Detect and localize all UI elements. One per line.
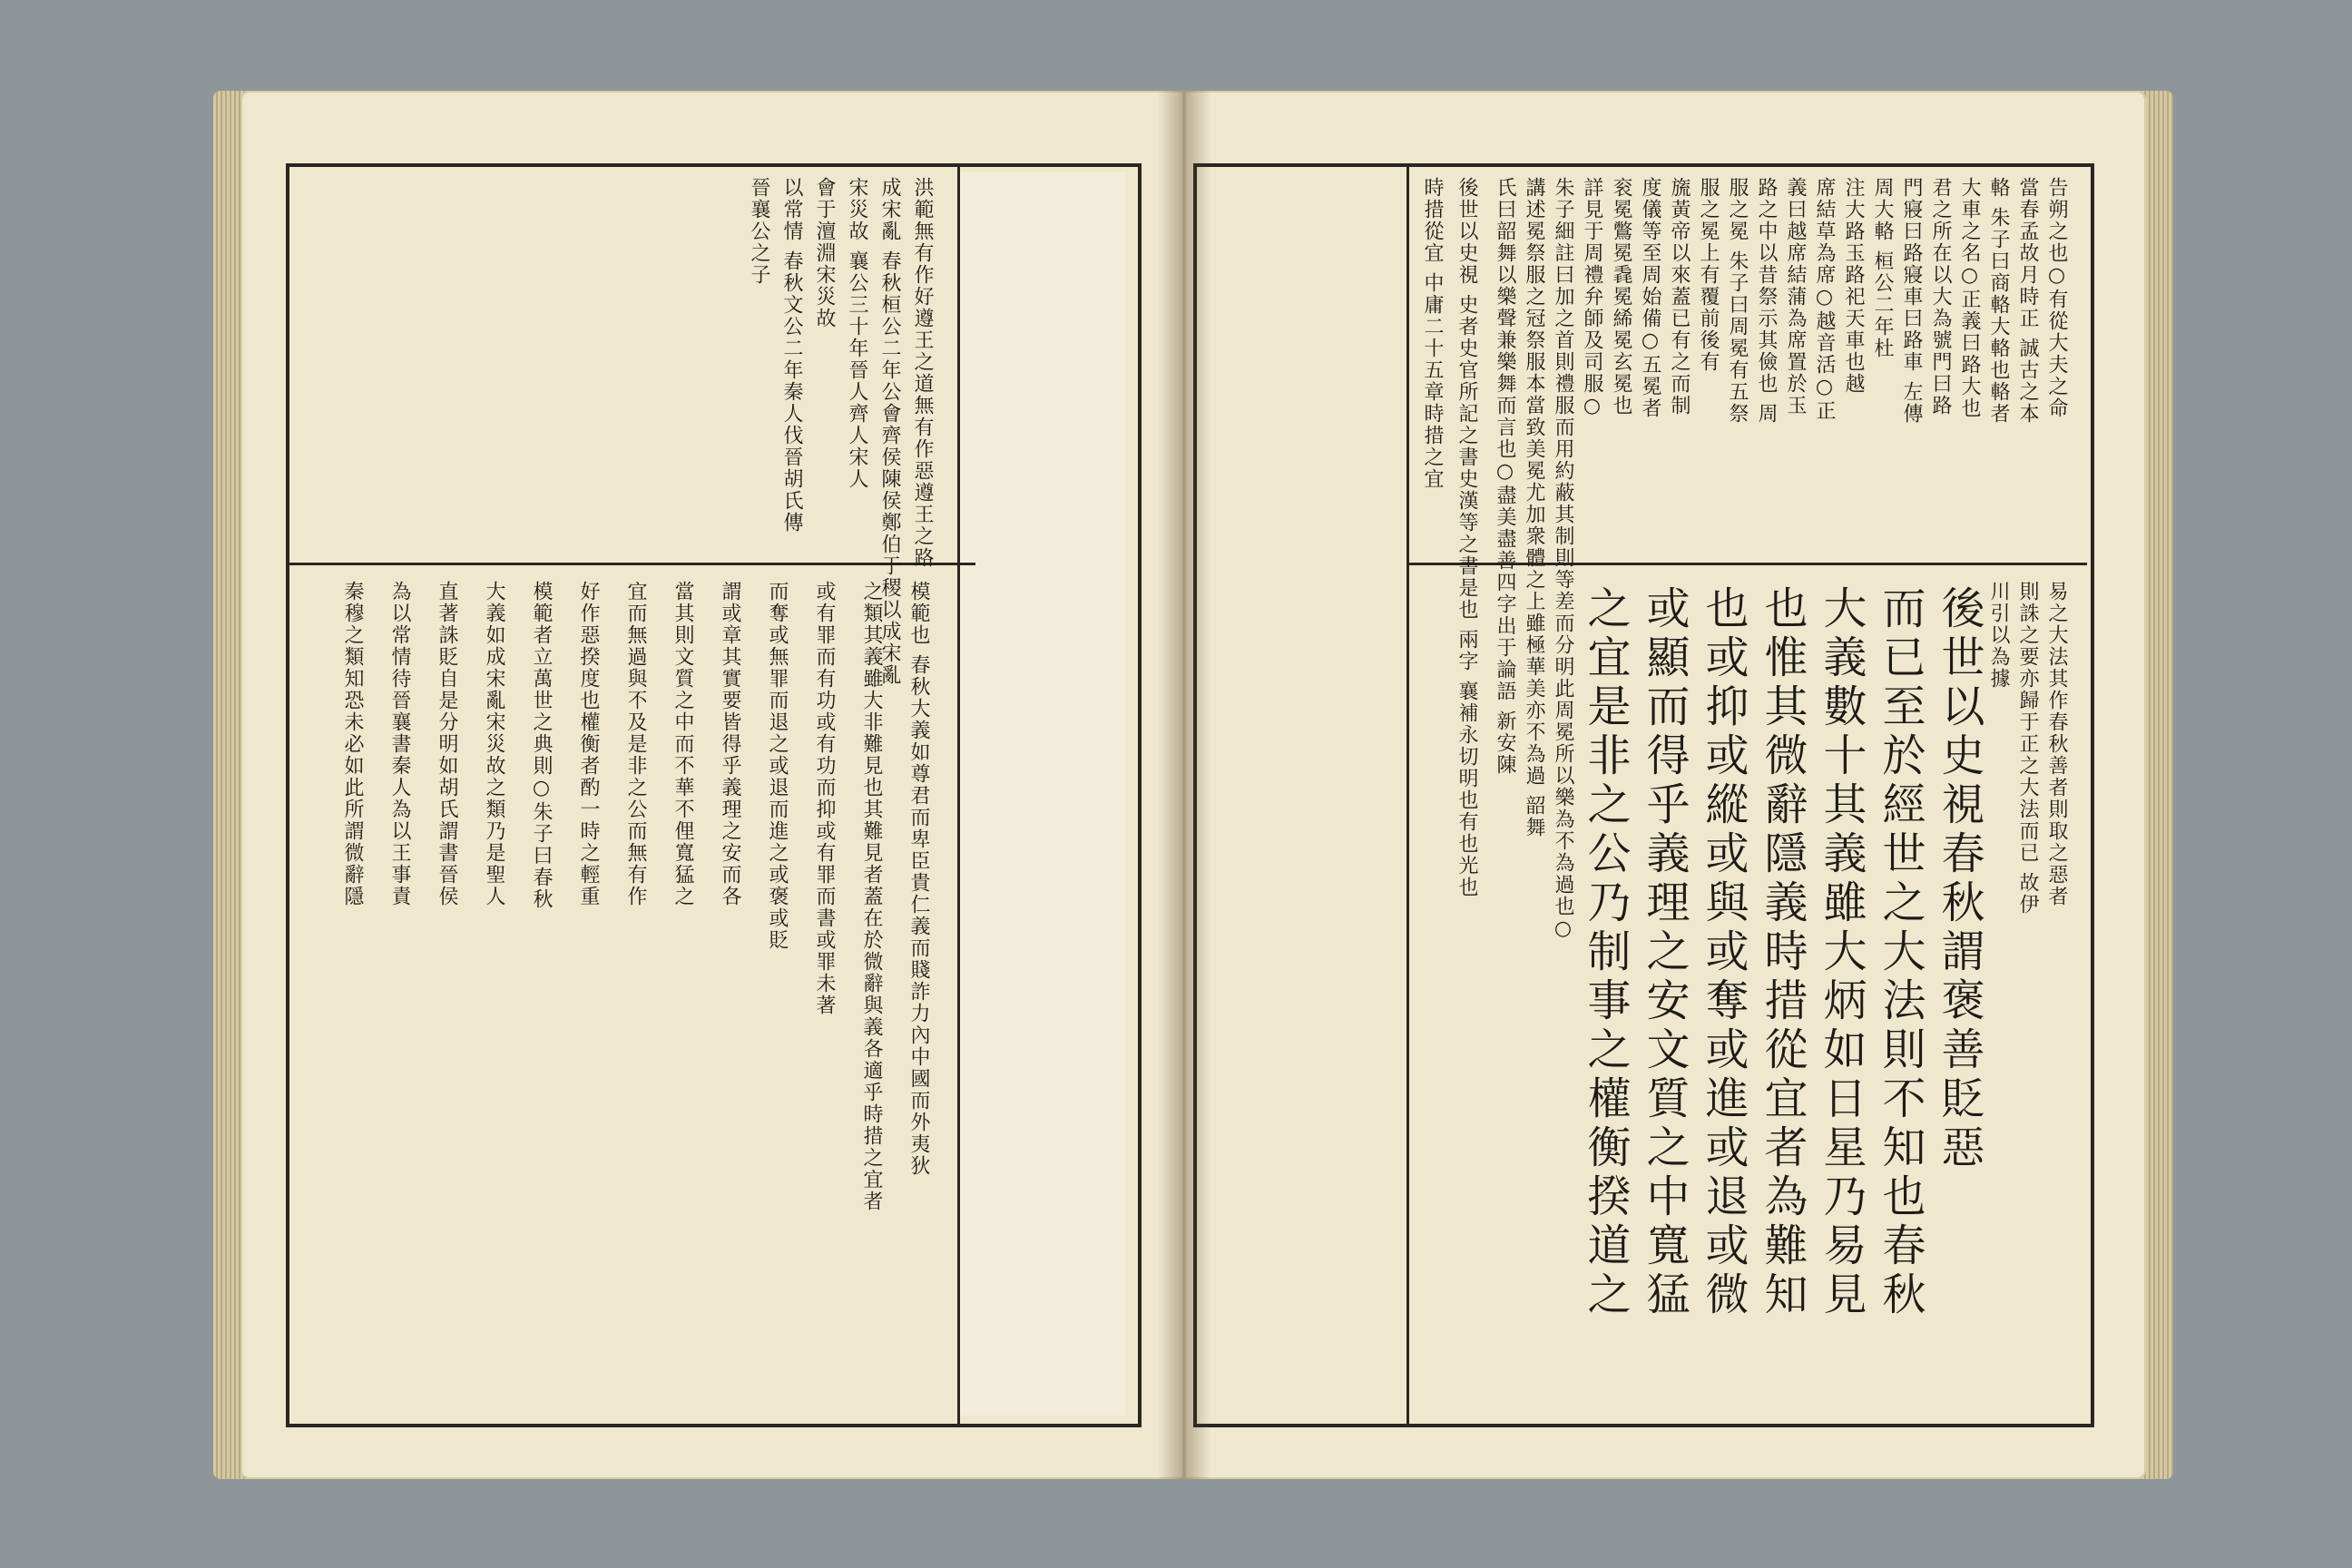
left-bottom-col-11: 直著誅貶自是分明如胡氏謂書晉侯 bbox=[436, 581, 458, 907]
right-top-col-6: 門寢曰路寢車曰路車 左傳 bbox=[1900, 177, 1923, 425]
left-page-blank-strip bbox=[957, 172, 1125, 1416]
right-top-col-8: 注大路玉路祀天車也越 bbox=[1842, 177, 1865, 395]
left-top-col-2: 成宋亂 春秋桓公二年公會齊侯陳侯鄭伯于稷以成宋亂 bbox=[878, 177, 901, 686]
left-top-col-4: 會于澶淵宋災故 bbox=[813, 177, 836, 329]
right-top-col-18: 朱子細註曰加之首則禮服而用約蔽其制則等差而分明此周冕所以樂為不為過也○ bbox=[1552, 177, 1574, 942]
left-bottom-col-12: 為以常情待晉襄書秦人為以王事責 bbox=[388, 581, 411, 907]
right-top-col-11: 路之中以昔祭示其儉也 周 bbox=[1755, 177, 1778, 425]
right-bottom-col-5: 而已至於經世之大法則不知也春秋 bbox=[1875, 585, 1926, 1320]
left-top-col-6: 晉襄公之子 bbox=[748, 177, 770, 286]
left-top-col-5: 以常情 春秋文公二年秦人伐晉胡氏傳 bbox=[780, 177, 803, 534]
right-top-col-17: 詳見于周禮弁師及司服○ bbox=[1581, 177, 1603, 419]
right-top-col-13: 服之冕上有覆前後有 bbox=[1697, 177, 1720, 373]
right-bottom-col-1: 易之大法其作春秋善者則取之惡者 bbox=[2045, 581, 2068, 907]
left-top-col-3: 宋災故 襄公三十年晉人齊人宋人 bbox=[846, 177, 868, 490]
left-bottom-col-10: 大義如成宋亂宋災故之類乃是聖人 bbox=[483, 581, 505, 907]
right-top-col-20: 氏曰韶舞以樂聲兼樂舞而言也○盡美盡善四字出于論語 新安陳 bbox=[1494, 177, 1516, 776]
right-top-col-19: 講述冕祭服之冠祭服本當致美冕尤加衆體之上雖極華美亦不為過 韶舞 bbox=[1523, 177, 1545, 838]
right-bottom-col-2: 則誅之要亦歸于正之大法而已 故伊 bbox=[2016, 581, 2039, 916]
left-bottom-col-5: 謂或章其實要皆得乎義理之安而各 bbox=[719, 581, 741, 907]
right-top-col-5: 君之所在以大為號門曰路 bbox=[1929, 177, 1952, 416]
right-inner-rule bbox=[1406, 163, 1409, 1425]
right-top-col-12: 服之冕 朱子曰周冕有五祭 bbox=[1726, 177, 1749, 425]
right-bottom-col-10: 之宜是非之公乃制事之權衡揆道之 bbox=[1580, 585, 1631, 1320]
left-bottom-col-6: 當其則文質之中而不華不俚寬猛之 bbox=[671, 581, 694, 907]
left-bottom-col-13: 秦穆之類知恐未必如此所謂微辭隱 bbox=[341, 581, 364, 907]
right-top-col-16: 衮冕鷩冕毳冕絺冕玄冕也 bbox=[1610, 177, 1632, 416]
right-bottom-col-3: 川引以為據 bbox=[1987, 581, 2010, 690]
right-page bbox=[1184, 91, 2146, 1479]
right-top-col-22: 時措從宜 中庸二十五章時措之宜 bbox=[1421, 177, 1444, 490]
right-top-col-2: 當春孟故月時正 誠古之本 bbox=[2016, 177, 2039, 425]
right-top-col-7: 周大輅 桓公二年杜 bbox=[1871, 177, 1894, 359]
right-top-col-14: 旒黃帝以來蓋已有之而制 bbox=[1668, 177, 1690, 416]
right-top-col-15: 度儀等至周始備○五冕者 bbox=[1639, 177, 1661, 419]
right-bottom-col-6: 大義數十其義雖大炳如日星乃易見 bbox=[1816, 585, 1867, 1320]
right-bottom-col-7: 也惟其微辭隱義時措從宜者為難知 bbox=[1757, 585, 1808, 1320]
right-bottom-col-4: 後世以史視春秋謂褒善貶惡 bbox=[1934, 585, 1984, 1173]
left-bottom-col-7: 宜而無過與不及是非之公而無有作 bbox=[624, 581, 647, 907]
right-top-col-21: 後世以史視 史者史官所記之書史漢等之書是也 兩字 襄補永切明也有也光也 bbox=[1455, 177, 1478, 898]
left-bottom-col-8: 好作惡揆度也權衡者酌一時之輕重 bbox=[577, 581, 600, 907]
right-top-col-9: 席結草為席○越音活○正 bbox=[1813, 177, 1836, 422]
left-bottom-col-9: 模範者立萬世之典則○朱子曰春秋 bbox=[530, 581, 553, 910]
left-section-divider bbox=[286, 563, 975, 565]
open-book bbox=[240, 91, 2146, 1479]
right-bottom-col-8: 也或抑或縱或與或奪或進或退或微 bbox=[1698, 585, 1749, 1320]
right-top-col-10: 義曰越席結蒲為席置於玉 bbox=[1784, 177, 1807, 416]
left-page bbox=[240, 91, 1184, 1479]
left-bottom-col-4: 而奪或無罪而退之或退而進之或褒或貶 bbox=[766, 581, 789, 951]
right-top-col-4: 大車之名○正義曰路大也 bbox=[1958, 177, 1981, 419]
right-top-col-1: 告朔之也○有從大夫之命 bbox=[2045, 177, 2068, 419]
right-top-col-3: 輅 朱子曰商輅大輅也輅者 bbox=[1987, 177, 2010, 425]
left-margin-rule bbox=[957, 163, 960, 1425]
left-top-col-1: 洪範無有作好遵王之道無有作惡遵王之路 bbox=[911, 177, 934, 569]
book-gutter bbox=[1157, 91, 1211, 1479]
left-bottom-col-2: 之類其義雖大非難見也其難見者蓋在於微辭與義各適乎時措之宜者 bbox=[860, 581, 883, 1212]
right-bottom-col-9: 或顯而得乎義理之安文質之中寬猛 bbox=[1639, 585, 1690, 1320]
left-bottom-col-1: 模範也 春秋大義如尊君而卑臣貴仁義而賤詐力內中國而外夷狄 bbox=[907, 581, 930, 1177]
left-bottom-col-3: 或有罪而有功或有功而抑或有罪而書或罪未著 bbox=[813, 581, 836, 1016]
